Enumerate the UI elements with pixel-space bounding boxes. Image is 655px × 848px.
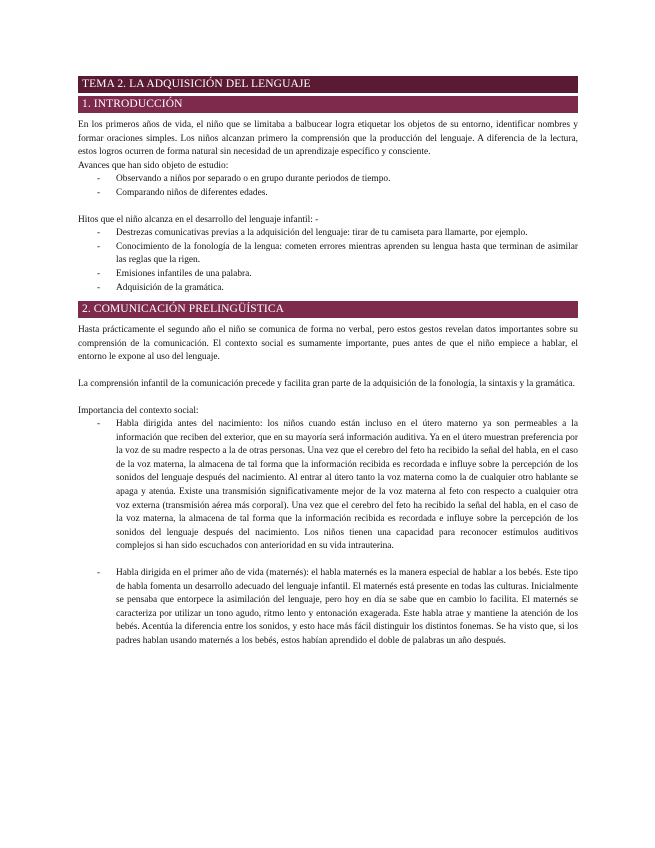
list-item: - Destrezas comunicativas previas a la adquisición del lenguaje: tirar de tu camiseta para llamarte, por ejemplo. xyxy=(78,227,578,241)
section-heading-introduccion: 1. INTRODUCCIÓN xyxy=(78,96,578,113)
list-item: - Observando a niños por separado o en grupo durante periodos de tiempo. xyxy=(78,173,578,187)
milestones-label: Hitos que el niño alcanza en el desarrollo del lenguaje infantil: - xyxy=(78,214,319,225)
importance-list-2 xyxy=(78,567,578,649)
comunicacion-paragraph-2: La comprensión infantil de la comunicación precede y facilita gran parte de la adquisición de la fonología, la sintaxis y la gramática. xyxy=(78,378,575,389)
advances-label: Avances que han sido objeto de estudio: xyxy=(78,160,229,171)
list-item: - Habla dirigida antes del nacimiento: los niños cuando están incluso en el útero materno ya son permeables a la información que reciben del exterior, que en su mayoría será información auditiva. Ya en el útero muestran preferencia por la voz de su madre respecto a la de otras personas. Una vez que el cerebro del feto ha recibido la señal del habla, en el caso de la voz materna, la almacena de tal forma que la información recibida es recordada e influye sobre la percepción de los sonidos del lenguaje después del nacimiento. Al entrar al útero tanto la voz materna como la de cualquier otro hablante se apaga y atenúa. Existe una transmisión significativamente mejor de la voz materna al feto con respecto a cualquier otra voz externa (transmisión aérea más corporal). Una vez que el cerebro del feto ha recibido la señal del habla, en el caso de la voz materna, la almacena de tal forma que la información recibida es recordada e influye sobre la percepción de los sonidos del lenguaje después del nacimiento. Los niños tienen una capacidad para reconocer estímulos auditivos complejos si han sido escuchados con anterioridad en su vida intrauterina. xyxy=(78,418,578,554)
milestones-list xyxy=(78,227,578,295)
list-item: - Emisiones infantiles de una palabra. xyxy=(78,268,578,282)
importance-label: Importancia del contexto social: xyxy=(78,405,199,416)
document-title: TEMA 2. LA ADQUISICIÓN DEL LENGUAJE xyxy=(78,76,578,93)
intro-paragraph: En los primeros años de vida, el niño que se limitaba a balbucear logra etiquetar los objetos de su entorno, identificar nombres y formar oraciones simples. Los niños alcanzan primero la comprensión que la producción del lenguaje. A diferencia de la lectura, estos logros ocurren de forma natural sin necesidad de un aprendizaje específico y consciente. xyxy=(78,120,578,158)
section-heading-comunicacion: 2. COMUNICACIÓN PRELINGÜÍSTICA xyxy=(78,301,578,318)
comunicacion-paragraph-1: Hasta prácticamente el segundo año el niño se comunica de forma no verbal, pero estos gestos revelan datos importantes sobre su comprensión de la comunicación. El contexto social es sumamente importante, pues antes de que el niño empiece a hablar, el entorno le expone al uso del lenguaje. xyxy=(78,325,578,363)
list-item: - Comparando niños de diferentes edades. xyxy=(78,187,578,201)
importance-list xyxy=(78,418,578,554)
list-item: - Adquisición de la gramática. xyxy=(78,282,578,296)
list-item: - Conocimiento de la fonología de la lengua: cometen errores mientras aprenden su lengua hasta que terminan de asimilar las reglas que la rigen. xyxy=(78,241,578,268)
document-content xyxy=(78,76,578,649)
advances-list xyxy=(78,173,578,200)
list-item: - Habla dirigida en el primer año de vida (maternés): el habla maternés es la manera especial de hablar a los bebés. Este tipo de habla fomenta un desarrollo adecuado del lenguaje infantil. El maternés está presente en todas las culturas. Inicialmente se pensaba que entorpece la asimilación del lenguaje, pero hoy en día se sabe que en cambio lo facilita. El maternés se caracteriza por utilizar un tono agudo, ritmo lento y entonación exagerada. Este habla atrae y mantiene la atención de los bebés. Acentúa la diferencia entre los sonidos, y esto hace más fácil distinguir los distintos fonemas. Se ha visto que, si los padres hablan usando maternés a los bebés, estos habían aprendido el doble de palabras un año después. xyxy=(78,567,578,649)
